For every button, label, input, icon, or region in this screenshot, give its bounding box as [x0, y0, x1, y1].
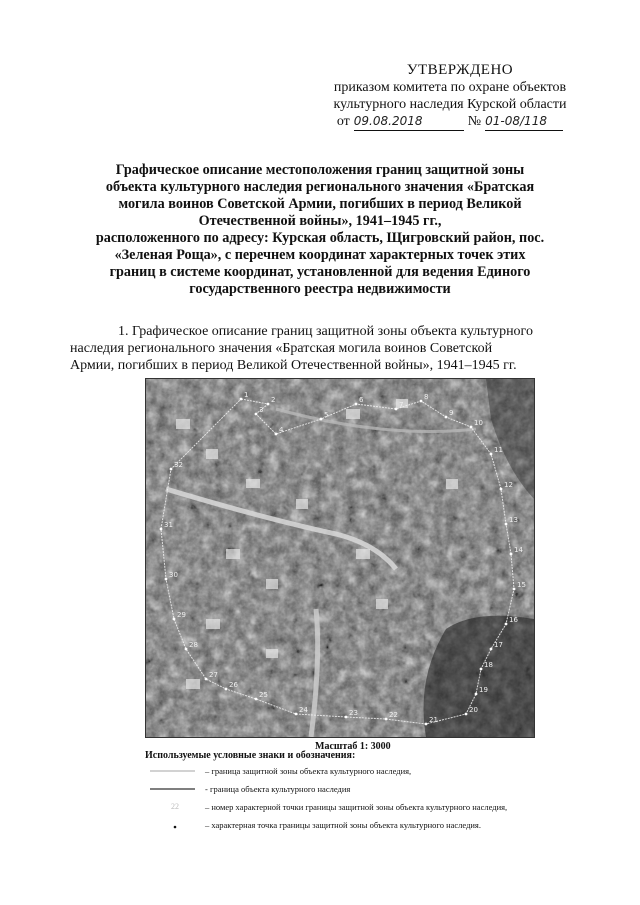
- boundary-point-label: 17: [494, 641, 503, 649]
- boundary-point-label: 10: [474, 419, 483, 427]
- paragraph-line: Армии, погибших в период Великой Отечественной войны», 1941–1945 гг.: [70, 358, 517, 373]
- approval-block: [300, 62, 600, 131]
- boundary-point-label: 16: [509, 616, 518, 624]
- approval-number: 01-08/118: [485, 113, 563, 131]
- boundary-point-label: 32: [174, 461, 183, 469]
- boundary-point-dot: [240, 398, 243, 401]
- boundary-point-label: 5: [324, 411, 329, 419]
- title-line: государственного реестра недвижимости: [189, 281, 451, 297]
- boundary-point-label: 8: [424, 393, 429, 401]
- legend-item: [145, 800, 545, 818]
- boundary-point-label: 21: [429, 716, 438, 724]
- boundary-point-label: 14: [514, 546, 523, 554]
- boundary-point-dot: [420, 400, 423, 403]
- aerial-map-svg: [146, 379, 534, 737]
- boundary-point-dot: [490, 648, 493, 651]
- boundary-point-label: 13: [509, 516, 518, 524]
- title-line: объекта культурного наследия регионального значения «Братская: [105, 179, 535, 195]
- title-line: Отечественной войны», 1941–1945 гг.,: [198, 213, 442, 229]
- boundary-point-dot: [170, 468, 173, 471]
- boundary-point-dot: [465, 713, 468, 716]
- boundary-point-dot: [470, 426, 473, 429]
- title-line: границ в системе координат, установленной для ведения Единого: [109, 264, 531, 280]
- boundary-point-dot: [295, 713, 298, 716]
- section-paragraph: [70, 323, 575, 374]
- title-line: могила воинов Советской Армии, погибших в период Великой: [118, 196, 522, 212]
- boundary-point-label: 2: [271, 396, 276, 404]
- boundary-point-dot: [255, 698, 258, 701]
- legend-item: [145, 818, 545, 836]
- boundary-point-dot: [490, 453, 493, 456]
- paragraph-line: наследия регионального значения «Братская могила воинов Советской: [70, 341, 493, 356]
- boundary-point-label: 7: [399, 401, 404, 409]
- boundary-point-dot: [480, 668, 483, 671]
- boundary-point-dot: [165, 578, 168, 581]
- boundary-point-dot: [320, 418, 323, 421]
- approval-date-row: [300, 113, 600, 131]
- boundary-point-dot: [205, 678, 208, 681]
- thick-line-symbol: [145, 782, 205, 796]
- title-line: расположенного по адресу: Курская область, Щигровский район, пос.: [95, 230, 545, 246]
- boundary-point-dot: [505, 623, 508, 626]
- boundary-point-label: 1: [244, 391, 249, 399]
- boundary-point-label: 6: [359, 396, 364, 404]
- boundary-point-dot: [425, 723, 428, 726]
- boundary-point-label: 22: [389, 711, 398, 719]
- title-line: «Зеленая Роща», с перечнем координат характерных точек этих: [114, 247, 526, 263]
- boundary-point-dot: [160, 528, 163, 531]
- approval-date: 09.08.2018: [354, 113, 464, 131]
- legend-item: [145, 764, 545, 782]
- thin-line-symbol: [145, 764, 205, 778]
- aerial-map: [145, 378, 535, 738]
- boundary-point-dot: [475, 693, 478, 696]
- legend-item: [145, 782, 545, 800]
- boundary-point-label: 9: [449, 409, 454, 417]
- number-label: №: [467, 114, 482, 129]
- boundary-point-dot: [275, 433, 278, 436]
- boundary-point-dot: [225, 688, 228, 691]
- boundary-point-dot: [185, 648, 188, 651]
- boundary-point-dot: [385, 718, 388, 721]
- boundary-point-label: 24: [299, 706, 308, 714]
- boundary-point-label: 28: [189, 641, 198, 649]
- boundary-point-label: 18: [484, 661, 493, 669]
- boundary-point-label: 25: [259, 691, 268, 699]
- legend-text: - граница объекта культурного наследия: [205, 784, 351, 794]
- boundary-point-dot: [255, 413, 258, 416]
- legend-text: – граница защитной зоны объекта культурного наследия,: [205, 766, 412, 776]
- legend: [145, 764, 545, 836]
- boundary-point-label: 12: [504, 481, 513, 489]
- boundary-point-label: 4: [279, 426, 284, 434]
- legend-text: – номер характерной точки границы защитной зоны объекта культурного наследия,: [205, 802, 508, 812]
- boundary-point-label: 29: [177, 611, 186, 619]
- approval-line-2: культурного наследия Курской области: [333, 97, 567, 112]
- boundary-point-dot: [345, 716, 348, 719]
- legend-title: Используемые условные знаки и обозначения:: [145, 750, 356, 761]
- boundary-point-label: 27: [209, 671, 218, 679]
- boundary-point-label: 30: [169, 571, 178, 579]
- boundary-point-dot: [173, 618, 176, 621]
- boundary-point-dot: [505, 523, 508, 526]
- legend-text: – характерная точка границы защитной зоны объекта культурного наследия.: [205, 820, 481, 830]
- boundary-point-dot: [395, 408, 398, 411]
- boundary-point-label: 26: [229, 681, 238, 689]
- document-title: [60, 162, 580, 298]
- boundary-point-dot: [267, 403, 270, 406]
- boundary-point-dot: [510, 553, 513, 556]
- boundary-point-label: 31: [164, 521, 173, 529]
- boundary-point-label: 20: [469, 706, 478, 714]
- boundary-point-label: 11: [494, 446, 503, 454]
- boundary-point-dot: [445, 416, 448, 419]
- from-label: от: [336, 114, 350, 129]
- approval-title: УТВЕРЖДЕНО: [406, 62, 514, 78]
- map-scale: Масштаб 1: 3000: [315, 741, 391, 752]
- boundary-point-label: 15: [517, 581, 526, 589]
- boundary-point-dot: [500, 488, 503, 491]
- title-line: Графическое описание местоположения границ защитной зоны: [115, 162, 525, 178]
- boundary-point-label: 3: [259, 406, 264, 414]
- approval-line-1: приказом комитета по охране объектов: [333, 80, 567, 95]
- boundary-point-label: 19: [479, 686, 488, 694]
- point-number-symbol: 22: [171, 802, 179, 811]
- boundary-point-dot: [513, 588, 516, 591]
- boundary-point-label: 23: [349, 709, 358, 717]
- point-dot-symbol: [145, 818, 205, 832]
- boundary-point-dot: [355, 403, 358, 406]
- paragraph-line: 1. Графическое описание границ защитной зоны объекта культурного: [118, 324, 533, 339]
